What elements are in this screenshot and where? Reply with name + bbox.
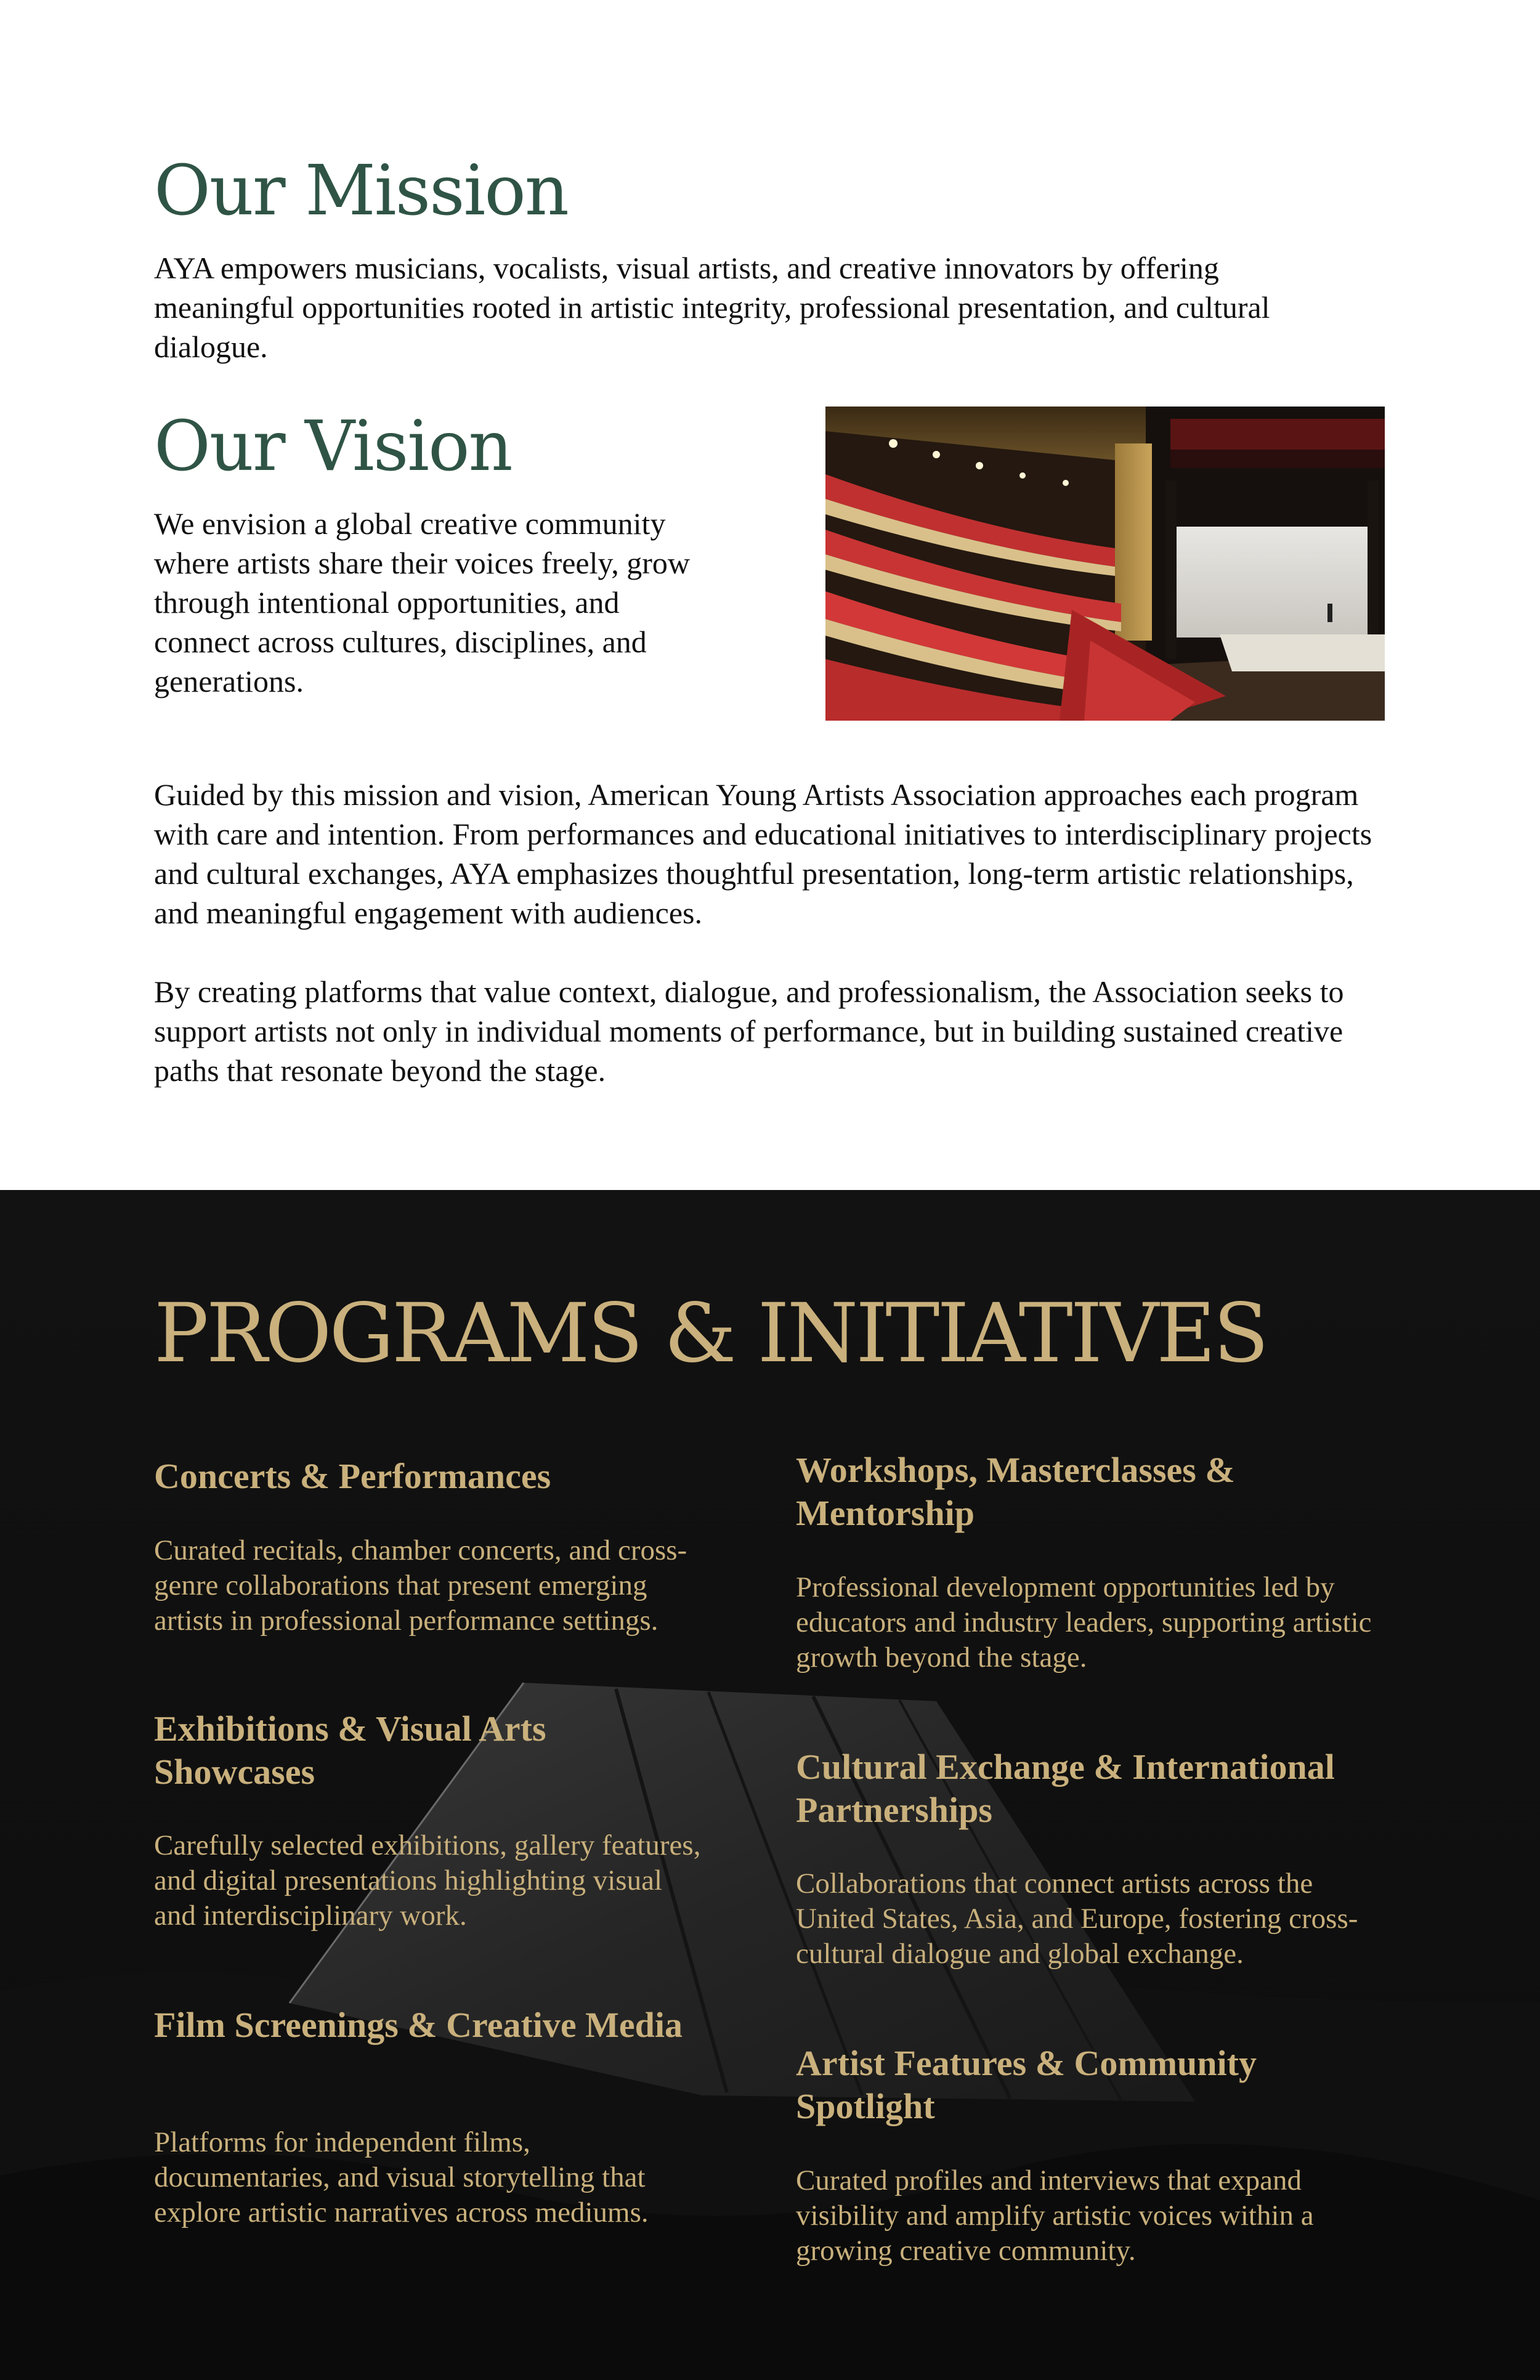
program-desc-artist-features: Curated profiles and interviews that expand visibility and amplify artistic voices within a growing creative community. bbox=[796, 2164, 1314, 2267]
program-title-artist-features: Artist Features & Community Spotlight bbox=[796, 2043, 1257, 2126]
guided-paragraph-1: Guided by this mission and vision, American Young Artists Association approaches each program with care and intention. From performances and educational initiatives to interdisciplinary projects and cultural exchanges, AYA emphasizes thoughtful presentation, long-term artistic relationships, and meaningful engagement with audiences. bbox=[154, 777, 1372, 930]
program-desc-film: Platforms for independent films, documentaries, and visual storytelling that explore artistic narratives across mediums. bbox=[154, 2126, 649, 2228]
vision-heading: Our Vision bbox=[154, 407, 512, 487]
program-desc-workshops: Professional development opportunities led by educators and industry leaders, supporting artistic growth beyond the stage. bbox=[796, 1571, 1372, 1674]
vision-text: We envision a global creative community where artists share their voices freely, grow through intentional opportunities, and connect across cultures, disciplines, and generations. bbox=[154, 506, 691, 698]
program-title-exhibitions: Exhibitions & Visual Arts Showcases bbox=[154, 1709, 546, 1792]
program-title-workshops: Workshops, Masterclasses & Mentorship bbox=[796, 1450, 1235, 1533]
mission-text: AYA empowers musicians, vocalists, visual artists, and creative innovators by offering meaningful opportunities rooted in artistic integrity, professional presentation, and cultural dialogue. bbox=[154, 251, 1270, 364]
program-title-film: Film Screenings & Creative Media bbox=[154, 2005, 683, 2045]
theater-photo bbox=[825, 407, 1385, 721]
programs-title: PROGRAMS & INITIATIVES bbox=[154, 1286, 1266, 1381]
mission-heading: Our Mission bbox=[154, 151, 568, 231]
program-title-cultural-exchange: Cultural Exchange & International Partnerships bbox=[796, 1747, 1335, 1830]
program-title-concerts: Concerts & Performances bbox=[154, 1456, 551, 1496]
program-desc-concerts: Curated recitals, chamber concerts, and cross-genre collaborations that present emerging artists in professional performance settings. bbox=[154, 1534, 687, 1637]
program-desc-exhibitions: Carefully selected exhibitions, gallery features, and digital presentations highlighting visual and interdisciplinary work. bbox=[154, 1829, 701, 1932]
guided-paragraph-2: By creating platforms that value context, dialogue, and professionalism, the Association seeks to support artists not only in individual moments of performance, but in building sustained creative paths that resonate beyond the stage. bbox=[154, 974, 1344, 1088]
program-desc-cultural-exchange: Collaborations that connect artists across the United States, Asia, and Europe, fostering cross-cultural dialogue and global exchange. bbox=[796, 1868, 1358, 1970]
